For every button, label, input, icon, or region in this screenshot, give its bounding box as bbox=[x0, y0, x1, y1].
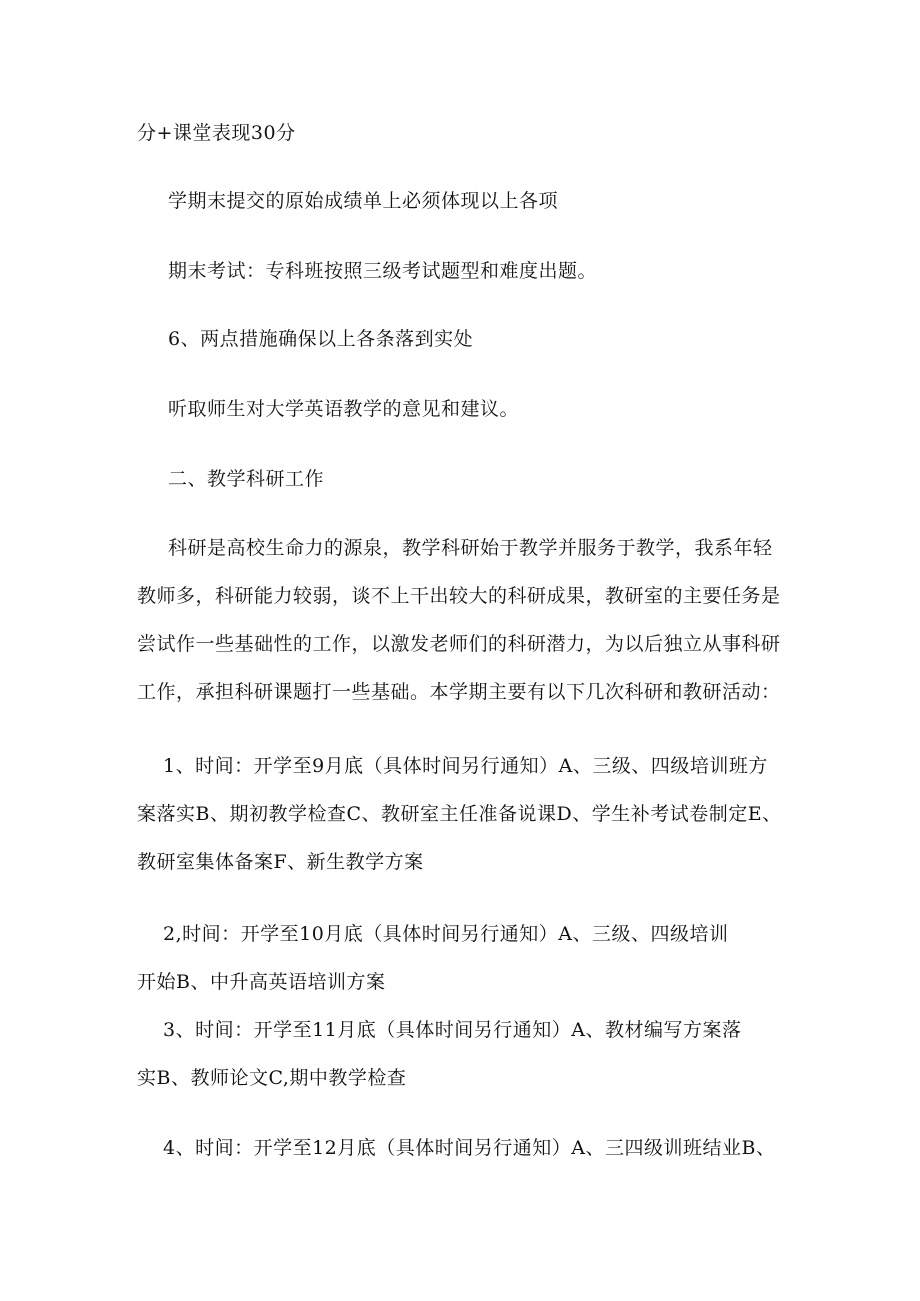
activity-3-line: 3、时间：开学至11月底（具体时间另行通知）A、教材编写方案落 bbox=[163, 1019, 742, 1041]
research-paragraph-line: 教师多，科研能力较弱，谈不上干出较大的科研成果，教研室的主要任务是 bbox=[137, 585, 781, 607]
final-exam-note: 期末考试：专科班按照三级考试题型和难度出题。 bbox=[168, 260, 598, 282]
research-paragraph-line: 科研是高校生命力的源泉，教学科研始于教学并服务于教学，我系年轻 bbox=[168, 537, 773, 559]
activity-3-line: 实B、教师论文C,期中教学检查 bbox=[137, 1067, 407, 1089]
item-6-heading: 6、两点措施确保以上各条落到实处 bbox=[168, 328, 474, 350]
activity-2-line: 2,时间：开学至10月底（具体时间另行通知）A、三级、四级培训 bbox=[163, 923, 729, 945]
activity-1-line: 案落实B、期初教学检查C、教研室主任准备说课D、学生补考试卷制定E、 bbox=[137, 803, 782, 825]
activity-2-line: 开始B、中升高英语培训方案 bbox=[137, 971, 386, 993]
activity-1-line: 教研室集体备案F、新生教学方案 bbox=[137, 851, 424, 873]
research-paragraph-line: 工作，承担科研课题打一些基础。本学期主要有以下几次科研和教研活动： bbox=[137, 681, 781, 703]
score-line: 分+课堂表现30分 bbox=[137, 122, 296, 144]
activity-4-line: 4、时间：开学至12月底（具体时间另行通知）A、三四级训班结业B、 bbox=[163, 1137, 776, 1159]
research-paragraph-line: 尝试作一些基础性的工作，以激发老师们的科研潜力，为以后独立从事科研 bbox=[137, 633, 781, 655]
section-2-heading: 二、教学科研工作 bbox=[168, 468, 325, 490]
term-end-note: 学期末提交的原始成绩单上必须体现以上各项 bbox=[168, 190, 559, 212]
activity-1-line: 1、时间：开学至9月底（具体时间另行通知）A、三级、四级培训班方 bbox=[163, 755, 768, 777]
item-6-text: 听取师生对大学英语教学的意见和建议。 bbox=[168, 398, 520, 420]
